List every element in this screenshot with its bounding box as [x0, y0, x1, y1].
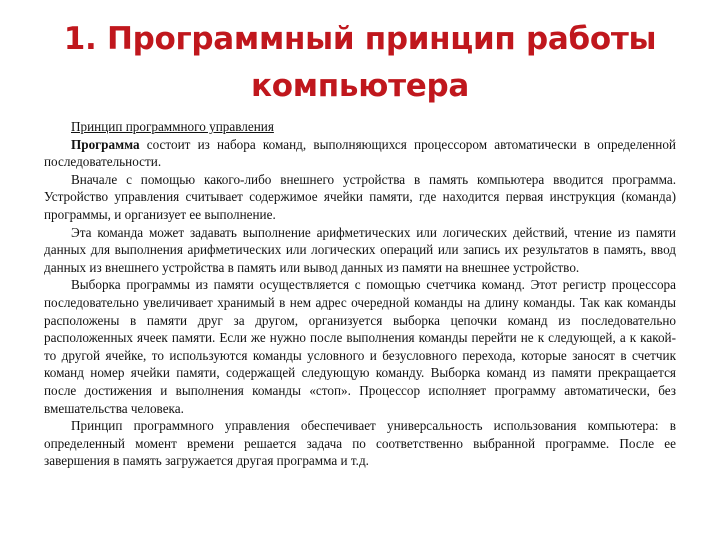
paragraph-command-actions: Эта команда может задавать выполнение арифметических или логических действий, чтение из памяти данных для выполнения арифметических или логических операций или запись их результатов в память, ввод данных из внешнего устройства в память или вывод данных из памяти на внешнее устройство. — [44, 224, 676, 275]
section-heading — [44, 118, 676, 136]
slide-title-line-1: 1. Программный принцип работы — [63, 21, 657, 57]
slide-body-text — [44, 118, 676, 470]
slide-title-line-2: компьютера — [251, 68, 469, 104]
paragraph-loading: Вначале с помощью какого-либо внешнего устройства в память компьютера вводится программа. Устройство управления считывает содержимое ячейки памяти, где находится первая инструкция (команда) программы, и организует ее выполнение. — [44, 171, 676, 222]
paragraph-program-text: состоит из набора команд, выполняющихся процессором автоматически в определенной последовательности. — [44, 136, 676, 170]
paragraph-program — [44, 136, 676, 171]
section-heading-text: Принцип программного управления — [71, 119, 274, 134]
slide-title — [40, 16, 680, 110]
paragraph-universality: Принцип программного управления обеспечивает универсальность использования компьютера: в определенный момент времени решается задача по соответственно выбранной программе. После ее завершения в память загружается другая программа и т.д. — [44, 418, 676, 469]
paragraph-program-counter: Выборка программы из памяти осуществляется с помощью счетчика команд. Этот регистр процессора последовательно увеличивает хранимый в нем адрес очередной команды на длину команды. Так как команды расположены в памяти друг за другом, организуется выборка цепочки команд из последовательно расположенных ячеек памяти. Если же нужно после выполнения команды перейти не к следующей, а к какой-то другой ячейке, то используются команды условного и безусловного перехода, которые заносят в счетчик команд номер ячейки памяти, содержащей следующую команду. Выборка команд из памяти прекращается после достижения и выполнения команды «стоп». Процессор исполняет программу автоматически, без вмешательства человека. — [44, 277, 676, 416]
term-program: Программа — [71, 136, 140, 152]
